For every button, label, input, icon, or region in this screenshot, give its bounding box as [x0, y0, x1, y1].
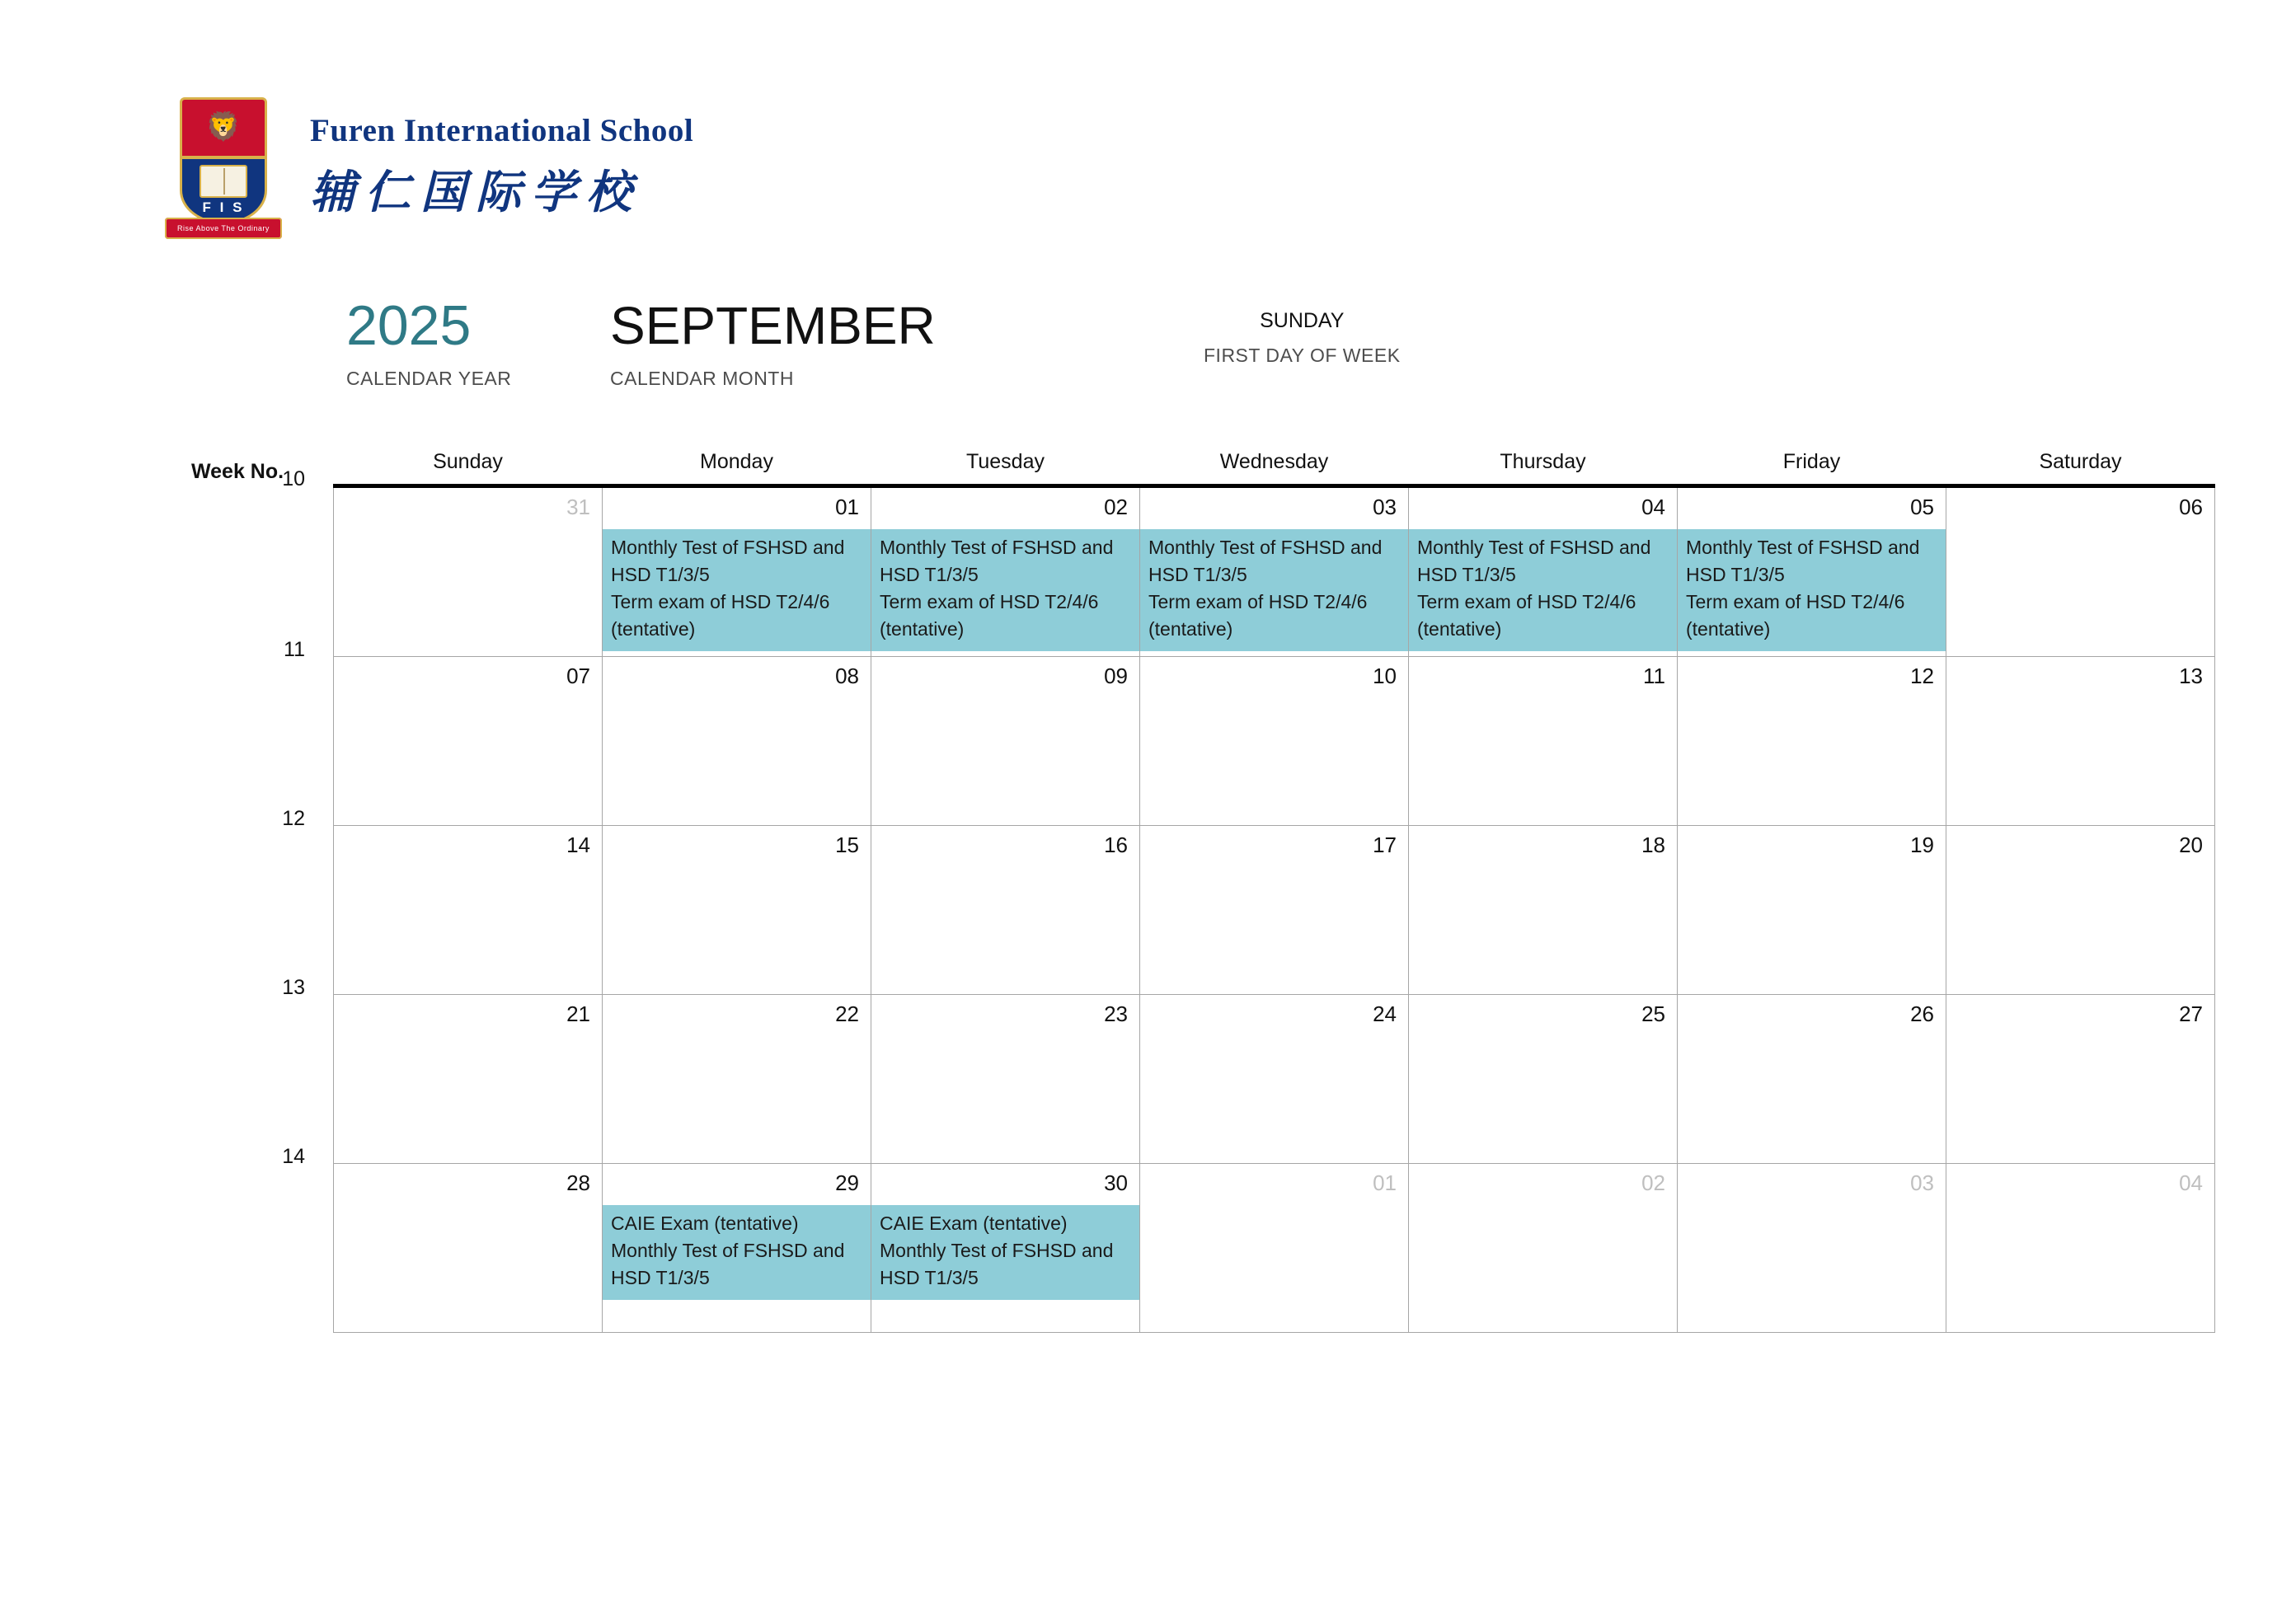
dayname-saturday: Saturday [1946, 449, 2215, 486]
calendar-day-number: 03 [1910, 1170, 1934, 1195]
dayname-friday: Friday [1678, 449, 1946, 486]
calendar-event-block[interactable] [1140, 529, 1408, 651]
crest-ribbon [165, 218, 282, 239]
calendar-event-block[interactable] [871, 529, 1139, 651]
calendar-day-cell[interactable] [1678, 1164, 1946, 1333]
calendar-day-number: 03 [1373, 495, 1397, 519]
calendar-day-cell[interactable] [334, 995, 603, 1164]
calendar-day-cell[interactable] [1409, 486, 1678, 657]
calendar-month-field [610, 295, 936, 390]
calendar-event-text: Term exam of HSD T2/4/6 (tentative) [611, 591, 830, 640]
calendar-day-cell[interactable] [1409, 657, 1678, 826]
calendar-day-number: 05 [1910, 495, 1934, 519]
calendar-event-text: Monthly Test of FSHSD and HSD T1/3/5 [1148, 537, 1383, 585]
calendar-event-text: Term exam of HSD T2/4/6 (tentative) [1417, 591, 1636, 640]
calendar-day-cell[interactable] [1946, 826, 2215, 995]
calendar-day-cell[interactable] [1946, 1164, 2215, 1333]
calendar-day-number: 15 [835, 833, 859, 857]
calendar-day-number: 31 [566, 495, 590, 519]
week-number-value: 10 [282, 467, 305, 490]
calendar-day-cell[interactable] [603, 486, 871, 657]
calendar-event-text: CAIE Exam (tentative) [880, 1213, 1068, 1234]
week-number-value: 12 [282, 806, 305, 830]
calendar-day-number: 14 [566, 833, 590, 857]
calendar-year-field [346, 295, 511, 390]
calendar-day-cell[interactable] [603, 657, 871, 826]
calendar-week-row [334, 1164, 2215, 1333]
calendar-event-block[interactable] [603, 529, 871, 651]
calendar-day-number: 18 [1641, 833, 1665, 857]
calendar-day-number: 06 [2179, 495, 2203, 519]
calendar-event-text: Term exam of HSD T2/4/6 (tentative) [1148, 591, 1368, 640]
calendar-day-number: 30 [1104, 1170, 1128, 1195]
calendar-day-cell[interactable] [1946, 995, 2215, 1164]
calendar-event-block[interactable] [603, 1205, 871, 1300]
calendar-month-value: SEPTEMBER [610, 296, 936, 355]
calendar-day-number: 28 [566, 1170, 590, 1195]
calendar-event-text: CAIE Exam (tentative) [611, 1213, 799, 1234]
calendar-day-cell[interactable] [1678, 826, 1946, 995]
calendar-day-number: 02 [1104, 495, 1128, 519]
calendar-day-number: 16 [1104, 833, 1128, 857]
crest-motto: Rise Above The Ordinary [177, 224, 270, 232]
calendar-day-number: 04 [1641, 495, 1665, 519]
calendar-day-number: 19 [1910, 833, 1934, 857]
calendar-day-number: 29 [835, 1170, 859, 1195]
calendar-day-number: 23 [1104, 1001, 1128, 1026]
calendar-year-caption: CALENDAR YEAR [346, 368, 512, 389]
book-icon [200, 165, 247, 198]
calendar-day-cell[interactable] [1140, 1164, 1409, 1333]
calendar-day-cell[interactable] [871, 826, 1140, 995]
week-number-value: 11 [284, 637, 305, 661]
calendar-day-number: 01 [835, 495, 859, 519]
calendar-event-block[interactable] [1409, 529, 1677, 651]
week-number-header: Week No. [191, 460, 284, 483]
calendar-week-row [334, 826, 2215, 995]
calendar-day-cell[interactable] [334, 486, 603, 657]
calendar-day-cell[interactable] [334, 657, 603, 826]
calendar-title-row [0, 295, 2296, 394]
school-name-chinese: 辅仁国际学校 [310, 165, 642, 218]
calendar-month-caption: CALENDAR MONTH [610, 368, 794, 389]
crest-initials: F I S [202, 199, 245, 215]
calendar-day-cell[interactable] [1678, 486, 1946, 657]
school-crest-logo [162, 92, 285, 241]
school-name-block [310, 112, 693, 221]
first-day-of-week-value: SUNDAY [1260, 309, 1345, 332]
calendar-week-row [334, 995, 2215, 1164]
calendar-event-text: Monthly Test of FSHSD and HSD T1/3/5 [611, 1240, 845, 1288]
first-day-of-week-caption: FIRST DAY OF WEEK [1204, 345, 1401, 366]
calendar-day-number: 21 [566, 1001, 590, 1026]
calendar-header-row [334, 449, 2215, 486]
calendar-day-cell[interactable] [1140, 486, 1409, 657]
calendar-day-number: 11 [1643, 664, 1665, 688]
calendar-day-number: 24 [1373, 1001, 1397, 1026]
calendar-day-number: 12 [1910, 664, 1934, 688]
calendar-day-number: 26 [1910, 1001, 1934, 1026]
school-name-english: Furen International School [310, 113, 694, 148]
dayname-sunday: Sunday [334, 449, 603, 486]
calendar-year-value: 2025 [346, 294, 472, 357]
calendar-event-block[interactable] [1678, 529, 1946, 651]
calendar-event-text: Monthly Test of FSHSD and HSD T1/3/5 [880, 1240, 1114, 1288]
calendar-event-text: Monthly Test of FSHSD and HSD T1/3/5 [1686, 537, 1920, 585]
calendar-day-cell[interactable] [1409, 826, 1678, 995]
calendar-day-number: 08 [835, 664, 859, 688]
dayname-tuesday: Tuesday [871, 449, 1140, 486]
calendar-day-cell[interactable] [1946, 486, 2215, 657]
calendar-day-cell[interactable] [603, 1164, 871, 1333]
school-header [162, 92, 693, 241]
calendar-day-cell[interactable] [1140, 657, 1409, 826]
calendar-day-number: 22 [835, 1001, 859, 1026]
calendar-day-cell[interactable] [1140, 995, 1409, 1164]
calendar-body [334, 486, 2215, 1333]
calendar-week-row [334, 657, 2215, 826]
calendar-day-cell[interactable] [871, 1164, 1140, 1333]
calendar-grid [333, 449, 2206, 1333]
calendar-event-block[interactable] [871, 1205, 1139, 1300]
calendar-event-text: Monthly Test of FSHSD and HSD T1/3/5 [880, 537, 1114, 585]
calendar-day-cell[interactable] [603, 826, 871, 995]
calendar-day-number: 20 [2179, 833, 2203, 857]
calendar-day-number: 13 [2179, 664, 2203, 688]
calendar-event-text: Monthly Test of FSHSD and HSD T1/3/5 [611, 537, 845, 585]
calendar-day-number: 07 [566, 664, 590, 688]
calendar-day-number: 01 [1373, 1170, 1397, 1195]
calendar-day-number: 04 [2179, 1170, 2203, 1195]
calendar-day-cell[interactable] [1678, 995, 1946, 1164]
dayname-wednesday: Wednesday [1140, 449, 1409, 486]
calendar-day-cell[interactable] [603, 995, 871, 1164]
dayname-monday: Monday [603, 449, 871, 486]
calendar-table [333, 449, 2215, 1333]
first-day-of-week-field [1204, 308, 1401, 367]
calendar-day-cell[interactable] [871, 657, 1140, 826]
calendar-day-cell[interactable] [871, 486, 1140, 657]
calendar-event-text: Term exam of HSD T2/4/6 (tentative) [1686, 591, 1905, 640]
calendar-day-cell[interactable] [334, 1164, 603, 1333]
calendar-week-row [334, 486, 2215, 657]
calendar-day-number: 02 [1641, 1170, 1665, 1195]
calendar-day-cell[interactable] [871, 995, 1140, 1164]
calendar-day-number: 25 [1641, 1001, 1665, 1026]
calendar-day-number: 17 [1373, 833, 1397, 857]
calendar-event-text: Monthly Test of FSHSD and HSD T1/3/5 [1417, 537, 1651, 585]
calendar-day-cell[interactable] [1409, 1164, 1678, 1333]
calendar-day-number: 09 [1104, 664, 1128, 688]
week-number-value: 13 [282, 975, 305, 999]
dayname-thursday: Thursday [1409, 449, 1678, 486]
calendar-day-number: 27 [2179, 1001, 2203, 1026]
calendar-day-cell[interactable] [1678, 657, 1946, 826]
calendar-day-cell[interactable] [1946, 657, 2215, 826]
week-number-value: 14 [282, 1144, 305, 1168]
lion-icon: 🦁 [205, 111, 242, 143]
calendar-day-cell[interactable] [334, 826, 603, 995]
calendar-event-text: Term exam of HSD T2/4/6 (tentative) [880, 591, 1099, 640]
calendar-day-number: 10 [1373, 664, 1397, 688]
calendar-day-cell[interactable] [1140, 826, 1409, 995]
calendar-day-cell[interactable] [1409, 995, 1678, 1164]
